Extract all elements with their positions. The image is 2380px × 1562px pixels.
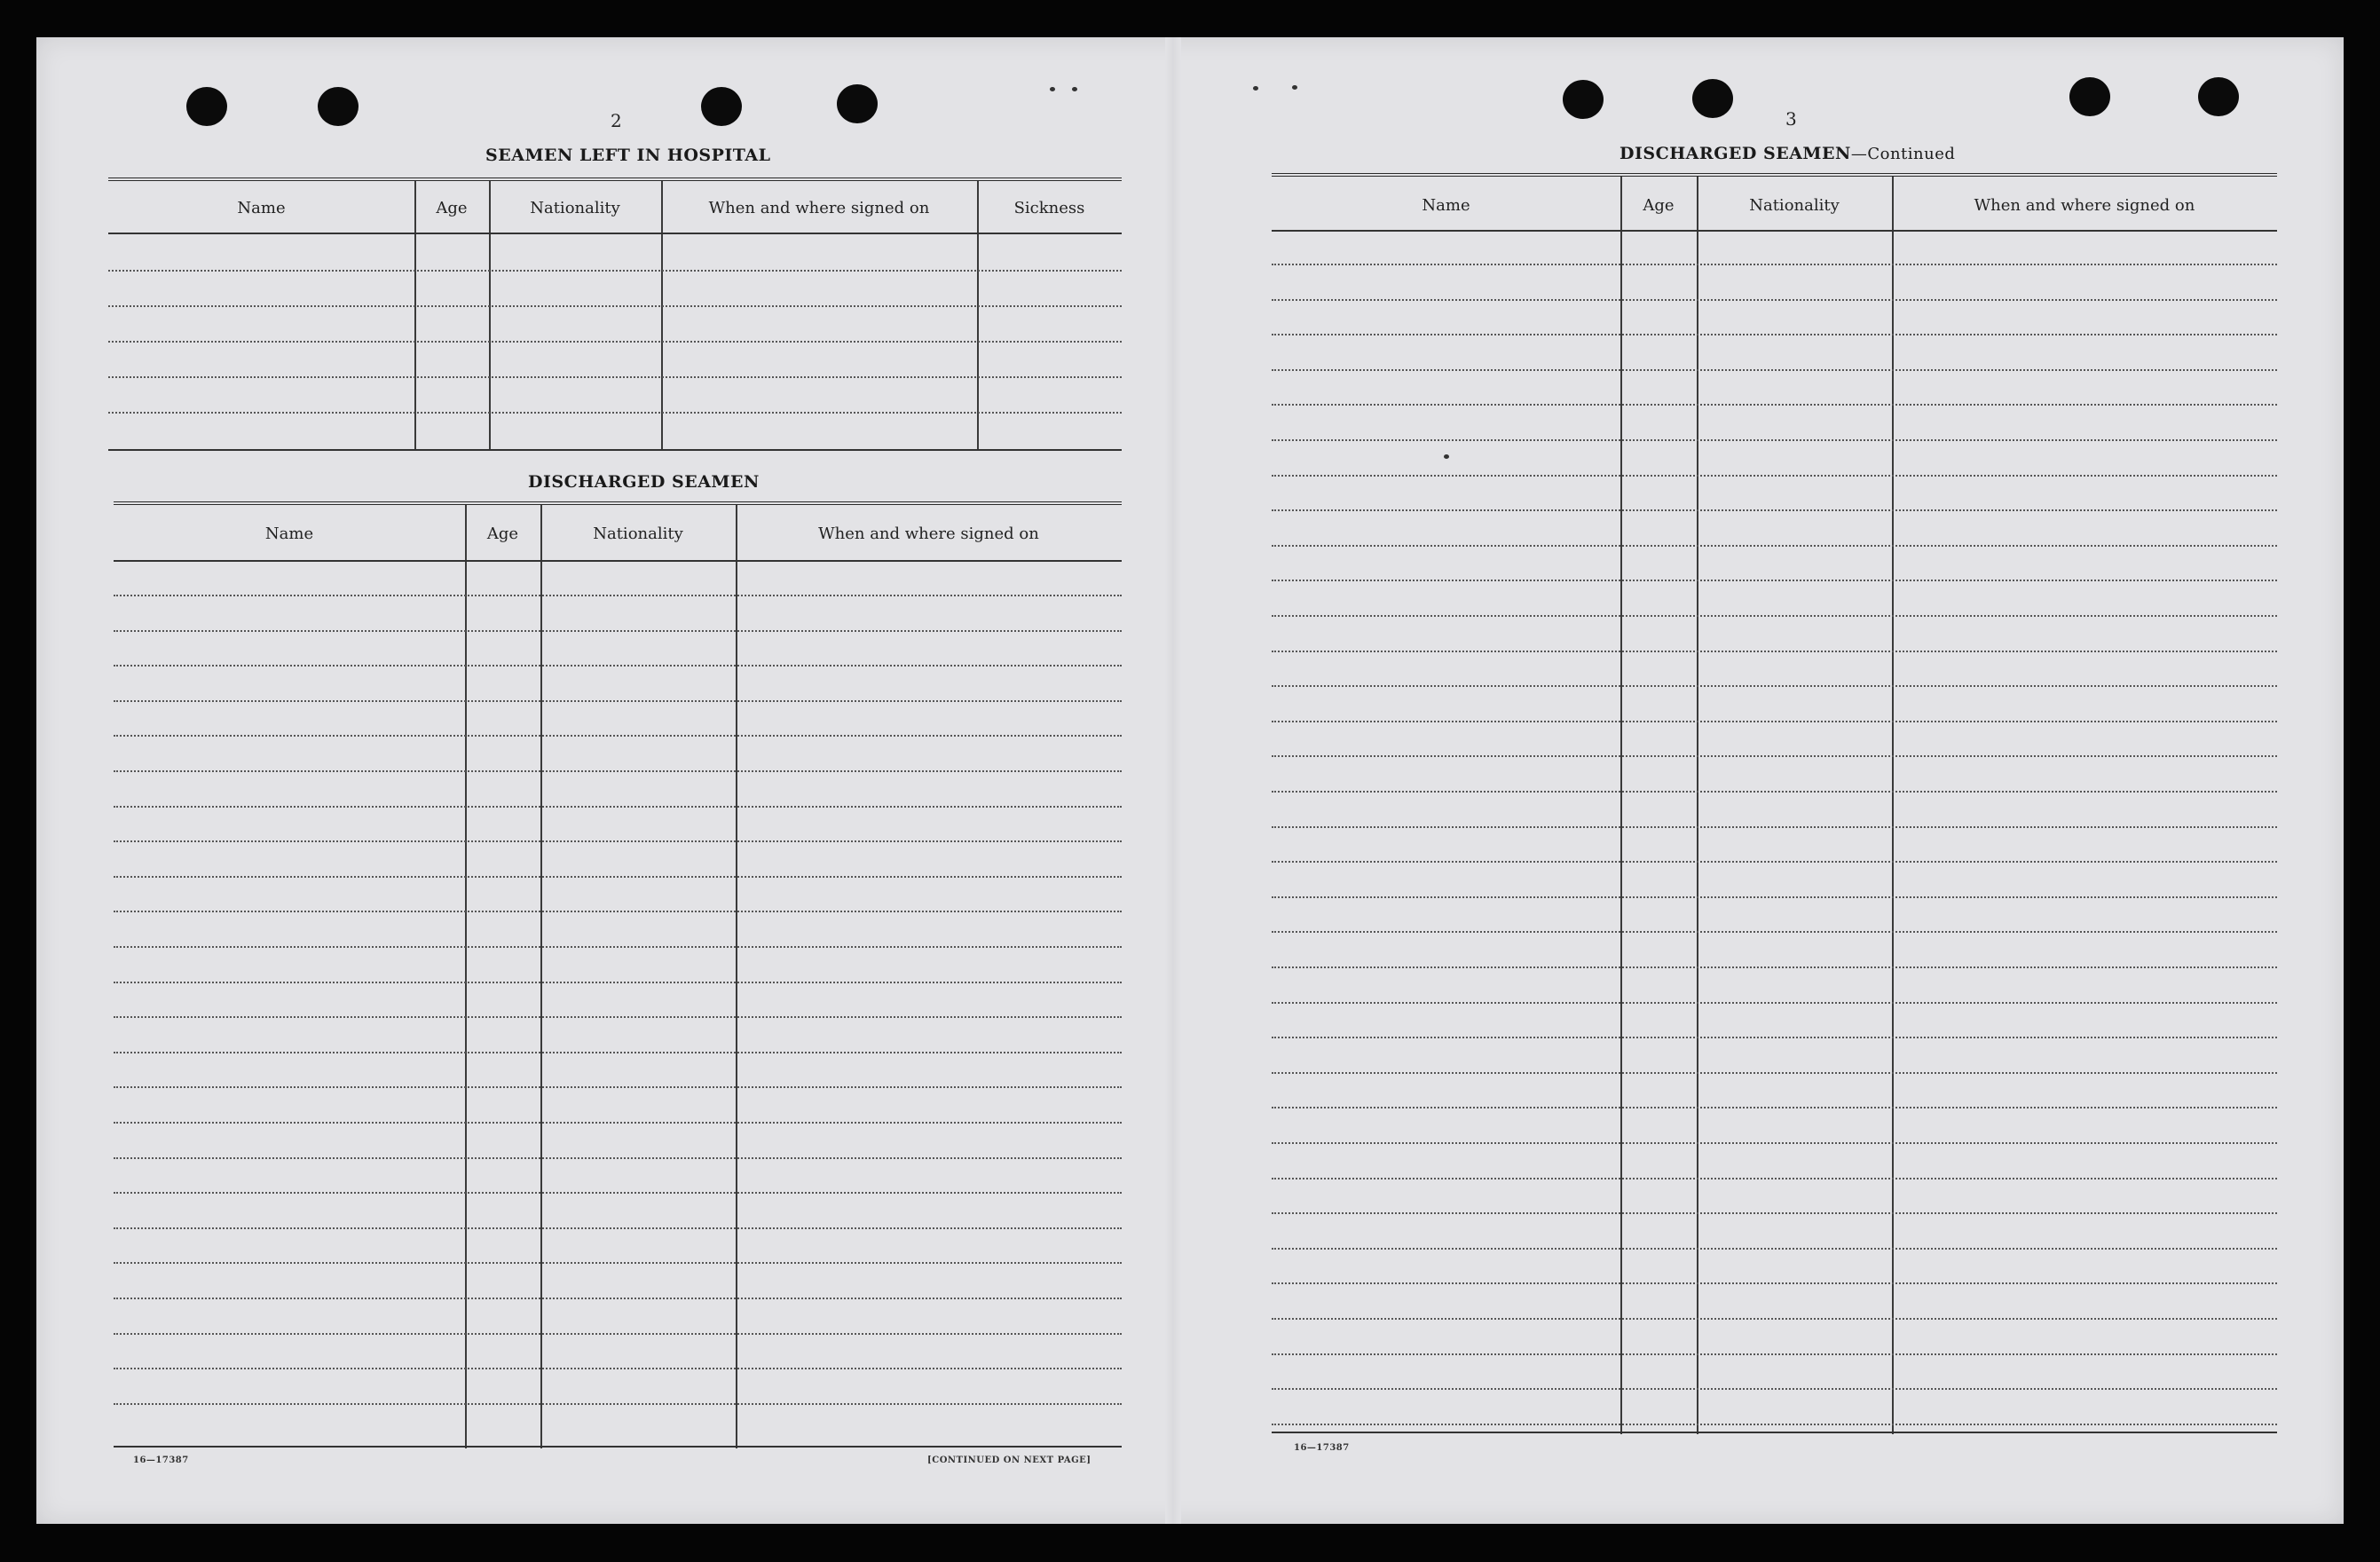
page-fold	[1165, 37, 1181, 1524]
row-line	[1272, 334, 2277, 335]
row-line	[1272, 685, 2277, 687]
column-header-age: Age	[1643, 196, 1675, 215]
punch-hole	[1563, 80, 1604, 119]
column-header-age: Age	[486, 525, 519, 543]
row-line	[1272, 1353, 2277, 1355]
column-divider	[977, 181, 979, 451]
column-divider	[540, 505, 542, 1448]
row-line	[1272, 439, 2277, 441]
row-line	[114, 1192, 1122, 1194]
row-line	[114, 946, 1122, 948]
row-line	[114, 1052, 1122, 1053]
title-suffix: —Continued	[1850, 145, 1956, 163]
row-line	[1272, 791, 2277, 793]
row-line	[1272, 1107, 2277, 1108]
row-line	[1272, 1178, 2277, 1179]
column-divider	[489, 181, 491, 451]
row-line	[1272, 755, 2277, 757]
table-bottom-rule	[1272, 1432, 2277, 1433]
punch-hole	[1692, 79, 1733, 118]
row-line	[114, 700, 1122, 702]
row-line	[1272, 1212, 2277, 1214]
speck	[1253, 86, 1258, 91]
column-header-name: Name	[264, 525, 314, 543]
column-divider	[661, 181, 663, 451]
column-header-age: Age	[436, 199, 468, 217]
continued-note: [CONTINUED ON NEXT PAGE]	[927, 1456, 1091, 1465]
column-header-signed-on: When and where signed on	[708, 199, 930, 217]
row-line	[114, 1368, 1122, 1369]
column-divider	[736, 505, 737, 1448]
page-number: 3	[1785, 108, 1797, 130]
row-line	[1272, 1318, 2277, 1320]
column-header-signed-on: When and where signed on	[818, 525, 1039, 543]
column-divider	[1620, 177, 1622, 1434]
row-line	[1272, 1037, 2277, 1038]
row-line	[1272, 1388, 2277, 1390]
row-line	[108, 305, 1122, 307]
row-line	[114, 1086, 1122, 1088]
row-line	[114, 911, 1122, 912]
row-line	[1272, 1282, 2277, 1284]
row-line	[1272, 264, 2277, 265]
row-line	[114, 840, 1122, 842]
discharged-table	[114, 501, 1122, 1448]
row-line	[1272, 615, 2277, 617]
speck	[1050, 87, 1055, 91]
row-line	[114, 1262, 1122, 1264]
header-rule	[114, 560, 1122, 562]
row-line	[114, 1122, 1122, 1124]
row-line	[1272, 545, 2277, 547]
punch-hole	[701, 87, 742, 126]
column-divider	[1697, 177, 1698, 1434]
column-divider	[414, 181, 416, 451]
row-line	[1272, 966, 2277, 968]
row-line	[1272, 931, 2277, 933]
speck	[1072, 87, 1077, 91]
table-bottom-rule	[114, 1446, 1122, 1448]
header-rule	[108, 233, 1122, 234]
row-line	[1272, 509, 2277, 511]
row-line	[114, 1298, 1122, 1299]
column-header-sickness: Sickness	[1013, 199, 1085, 217]
row-line	[1272, 475, 2277, 477]
page-number: 2	[611, 110, 622, 131]
hospital-section-title: SEAMEN LEFT IN HOSPITAL	[485, 146, 771, 165]
row-line	[114, 1333, 1122, 1335]
row-line	[1272, 651, 2277, 652]
table-bottom-rule	[108, 449, 1122, 451]
row-line	[1272, 580, 2277, 581]
row-line	[1272, 1248, 2277, 1250]
header-rule	[1272, 230, 2277, 232]
row-line	[108, 376, 1122, 378]
row-line	[1272, 1142, 2277, 1144]
row-line	[114, 630, 1122, 632]
row-line	[1272, 861, 2277, 863]
row-line	[114, 770, 1122, 772]
row-line	[114, 1016, 1122, 1018]
punch-hole	[318, 87, 359, 126]
punch-hole	[2069, 77, 2110, 116]
form-number: 16—17387	[133, 1456, 189, 1465]
punch-hole	[837, 84, 878, 123]
discharged-continued-title	[1620, 144, 1955, 163]
row-line	[108, 270, 1122, 272]
column-header-name: Name	[1422, 196, 1470, 215]
discharged-section-title: DISCHARGED SEAMEN	[528, 472, 760, 492]
column-header-nationality: Nationality	[530, 199, 620, 217]
column-header-name: Name	[237, 199, 286, 217]
row-line	[114, 1157, 1122, 1159]
punch-hole	[2198, 77, 2239, 116]
row-line	[114, 1403, 1122, 1405]
row-line	[1272, 1424, 2277, 1425]
row-line	[114, 806, 1122, 808]
hospital-table	[108, 178, 1122, 451]
row-line	[114, 876, 1122, 878]
punch-hole	[186, 87, 227, 126]
row-line	[114, 735, 1122, 737]
row-line	[1272, 721, 2277, 722]
row-line	[1272, 896, 2277, 898]
row-line	[1272, 826, 2277, 828]
row-line	[114, 982, 1122, 983]
discharged-continued-table	[1272, 173, 2277, 1434]
column-divider	[1892, 177, 1894, 1434]
row-line	[108, 412, 1122, 414]
row-line	[114, 1227, 1122, 1229]
column-header-signed-on: When and where signed on	[1974, 196, 2195, 215]
column-header-nationality: Nationality	[593, 525, 683, 543]
row-line	[114, 595, 1122, 596]
column-divider	[465, 505, 467, 1448]
row-line	[108, 341, 1122, 343]
speck	[1292, 85, 1297, 90]
row-line	[1272, 369, 2277, 371]
column-header-nationality: Nationality	[1749, 196, 1840, 215]
row-line	[1272, 1072, 2277, 1074]
row-line	[114, 665, 1122, 667]
row-line	[1272, 299, 2277, 301]
row-line	[1272, 404, 2277, 406]
form-number: 16—17387	[1294, 1443, 1350, 1453]
title-main: DISCHARGED SEAMEN	[1620, 144, 1851, 163]
row-line	[1272, 1002, 2277, 1004]
